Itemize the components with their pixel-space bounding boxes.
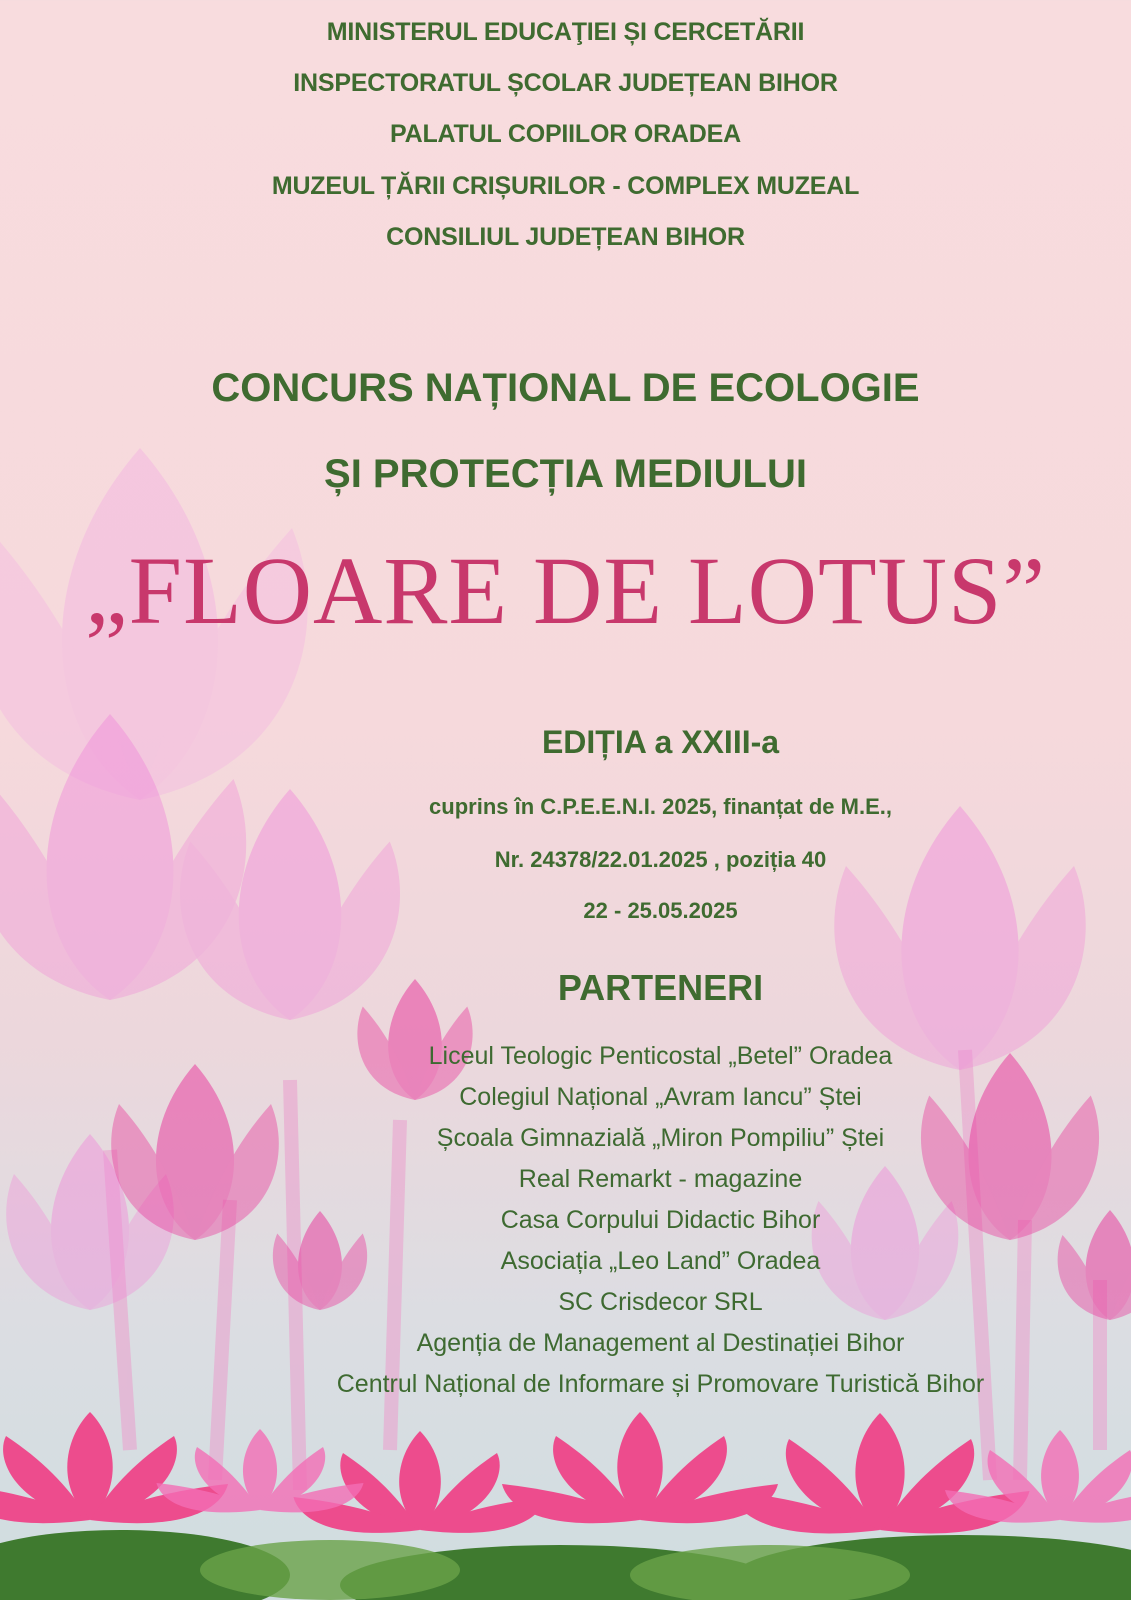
- contest-heading-line1: CONCURS NAȚIONAL DE ECOLOGIE: [211, 366, 920, 410]
- organizer-line: MINISTERUL EDUCAŢIEI ȘI CERCETĂRII: [326, 18, 805, 46]
- organizer-line: INSPECTORATUL ȘCOLAR JUDEȚEAN BIHOR: [293, 69, 838, 97]
- partner-item: Asociația „Leo Land” Oradea: [500, 1247, 821, 1275]
- contest-title: „FLOARE DE LOTUS”: [85, 537, 1046, 644]
- partner-item: Liceul Teologic Penticostal „Betel” Oradea: [428, 1042, 893, 1070]
- partner-item: Centrul Național de Informare și Promovare Turistică Bihor: [336, 1370, 985, 1398]
- edition-label: EDIȚIA a XXIII-a: [541, 724, 780, 760]
- reference-number: Nr. 24378/22.01.2025 , poziția 40: [494, 847, 827, 872]
- partner-item: Școala Gimnazială „Miron Pompiliu” Ștei: [436, 1124, 885, 1152]
- partner-item: Casa Corpului Didactic Bihor: [500, 1206, 821, 1234]
- partners-heading: PARTENERI: [557, 967, 764, 1008]
- contest-heading-line2: ȘI PROTECȚIA MEDIULUI: [324, 452, 807, 496]
- partner-item: Real Remarkt - magazine: [518, 1165, 803, 1193]
- organizer-line: CONSILIUL JUDEȚEAN BIHOR: [386, 223, 745, 251]
- event-dates: 22 - 25.05.2025: [583, 898, 738, 923]
- partner-item: SC Crisdecor SRL: [558, 1288, 763, 1316]
- partner-item: Agenția de Management al Destinației Bihor: [416, 1329, 905, 1357]
- organizer-line: PALATUL COPIILOR ORADEA: [390, 120, 741, 148]
- organizer-line: MUZEUL ȚĂRII CRIȘURILOR - COMPLEX MUZEAL: [271, 172, 860, 200]
- funding-text: cuprins în C.P.E.E.N.I. 2025, finanțat de M.E.,: [429, 794, 892, 819]
- partner-item: Colegiul Național „Avram Iancu” Ștei: [459, 1083, 862, 1111]
